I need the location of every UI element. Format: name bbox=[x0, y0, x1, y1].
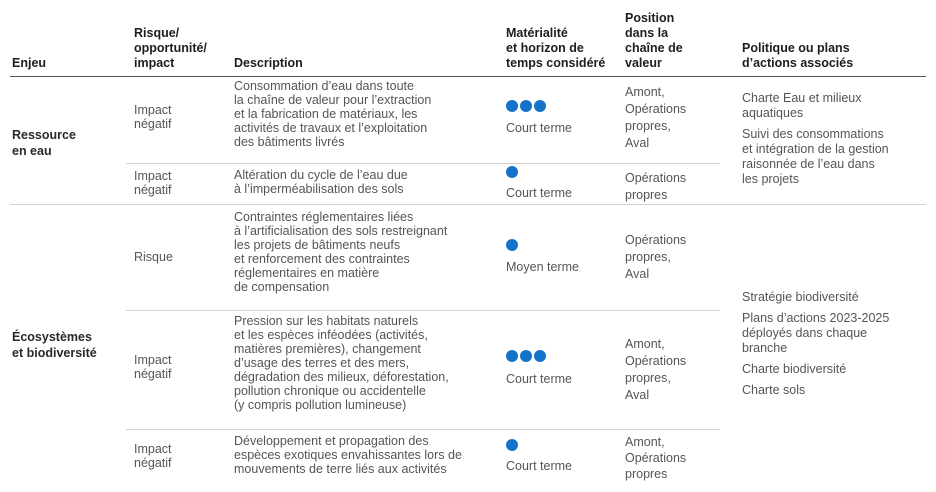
materiality-dot bbox=[534, 100, 546, 112]
horizon-label: Court terme bbox=[506, 372, 572, 386]
row-type: Impact négatif bbox=[134, 169, 172, 197]
materiality-dot bbox=[506, 239, 518, 251]
row-type: Risque bbox=[134, 250, 173, 264]
row-divider bbox=[126, 429, 720, 430]
materiality-dot bbox=[534, 350, 546, 362]
enjeu-ecosystemes-biodiversite: Écosystèmes et biodiversité bbox=[12, 330, 97, 360]
policy-item: Stratégie biodiversité bbox=[742, 290, 859, 304]
materiality-dots bbox=[506, 239, 518, 251]
row-divider bbox=[126, 163, 720, 164]
horizon-label: Court terme bbox=[506, 186, 572, 200]
row-description: Altération du cycle de l’eau due à l’imperméabilisation des sols bbox=[234, 168, 408, 196]
materiality-dots bbox=[506, 166, 518, 178]
materiality-dot bbox=[506, 100, 518, 112]
row-type: Impact négatif bbox=[134, 353, 172, 381]
row-type: Impact négatif bbox=[134, 103, 172, 131]
materiality-dot bbox=[506, 350, 518, 362]
policies-ressource-eau bbox=[742, 91, 889, 193]
enjeu-ressource-eau: Ressource en eau bbox=[12, 128, 76, 158]
header-position: Position dans la chaîne de valeur bbox=[625, 11, 683, 70]
policy-item: Plans d’actions 2023-2025 déployés dans chaque branche bbox=[742, 311, 890, 355]
header-description: Description bbox=[234, 56, 303, 70]
materiality-dot bbox=[506, 439, 518, 451]
header-enjeu: Enjeu bbox=[12, 56, 47, 70]
header-risque: Risque/ opportunité/ impact bbox=[134, 26, 207, 70]
policy-item: Charte biodiversité bbox=[742, 362, 847, 376]
materiality-dots bbox=[506, 350, 546, 362]
row-description: Développement et propagation des espèces exotiques envahissantes lors de mouvements de terre liés aux activités bbox=[234, 434, 462, 476]
row-divider bbox=[126, 310, 720, 311]
header-materialite: Matérialité et horizon de temps considéré bbox=[506, 26, 606, 70]
value-chain-position: Amont, Opérations propres, Aval bbox=[625, 85, 687, 150]
header-politique: Politique ou plans d’actions associés bbox=[742, 41, 854, 70]
policy-item: Charte sols bbox=[742, 383, 806, 397]
policies-ecosystemes bbox=[742, 290, 889, 404]
materiality-dot bbox=[520, 350, 532, 362]
header-divider bbox=[10, 76, 926, 77]
horizon-label: Court terme bbox=[506, 121, 572, 135]
materiality-dots bbox=[506, 100, 546, 112]
value-chain-position: Opérations propres bbox=[625, 171, 687, 202]
row-description: Contraintes réglementaires liées à l’artificialisation des sols restreignant les projets de bâtiments neufs et renforcement des contraintes réglementaires en matière de compensation bbox=[234, 210, 448, 294]
value-chain-position: Opérations propres, Aval bbox=[625, 233, 687, 281]
materiality-dots bbox=[506, 439, 518, 451]
row-description: Consommation d’eau dans toute la chaîne de valeur pour l’extraction et la fabrication de matériaux, les activités de travaux et l’exploitation des bâtiments livrés bbox=[234, 79, 432, 149]
value-chain-position: Amont, Opérations propres, Aval bbox=[625, 337, 687, 402]
group-divider bbox=[10, 204, 926, 205]
value-chain-position: Amont, Opérations propres bbox=[625, 435, 687, 481]
row-type: Impact négatif bbox=[134, 442, 172, 470]
horizon-label: Court terme bbox=[506, 459, 572, 473]
row-description: Pression sur les habitats naturels et les espèces inféodées (activités, matières premières), changement d’usage des terres et des mers, dégradation des milieux, déforestation, pollution chronique ou accidentelle (y compris pollution lumineuse) bbox=[234, 314, 449, 412]
materiality-dot bbox=[520, 100, 532, 112]
policy-item: Suivi des consommations et intégration de la gestion raisonnée de l’eau dans les projets bbox=[742, 127, 889, 186]
policy-item: Charte Eau et milieux aquatiques bbox=[742, 91, 862, 120]
horizon-label: Moyen terme bbox=[506, 260, 579, 274]
materiality-dot bbox=[506, 166, 518, 178]
